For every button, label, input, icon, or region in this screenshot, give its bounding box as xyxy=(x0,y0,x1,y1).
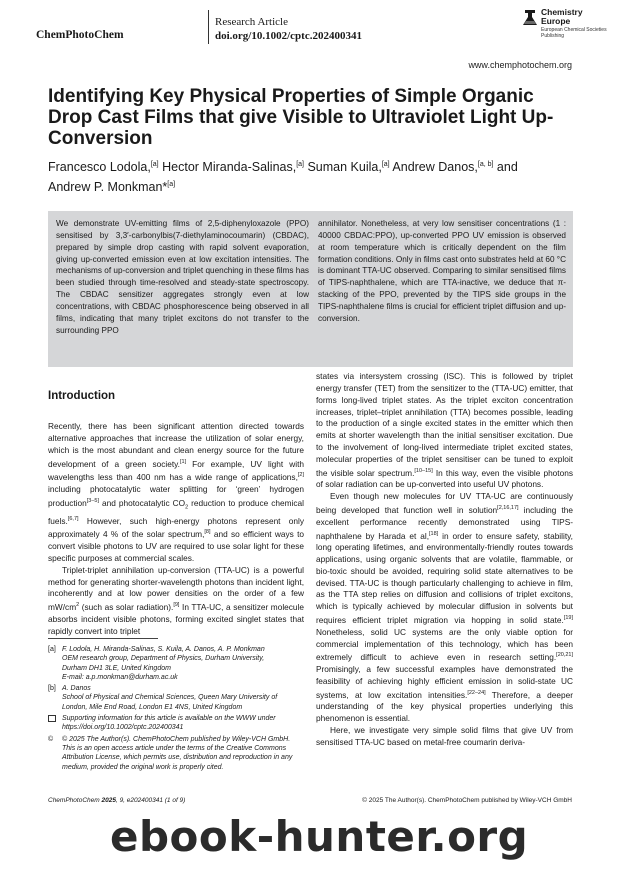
text: and photocatalytic CO xyxy=(98,497,186,508)
footnote-license xyxy=(48,735,304,772)
citation[interactable]: [2] xyxy=(297,472,304,479)
footnote-affiliation-b xyxy=(48,684,304,712)
doi-link[interactable]: doi.org/10.1002/cptc.202400341 xyxy=(215,30,362,42)
citation[interactable]: [8] xyxy=(204,529,211,536)
citation[interactable]: [19] xyxy=(563,615,573,622)
paragraph xyxy=(48,421,304,565)
footnote-line: F. Lodola, H. Miranda-Salinas, S. Kuila, A. Danos, A. P. Monkman xyxy=(62,646,265,653)
footnote-divider xyxy=(48,638,158,639)
text: reduction to produce chemical fuels. xyxy=(48,497,304,526)
footnote-line: OEM research group, Department of Physics, Durham University, xyxy=(62,655,265,663)
text: and so efficient ways to convert visible photons to UV are required to use solar light for these specific purposes at commercial scales. xyxy=(48,529,304,563)
watermark: ebook-hunter.org xyxy=(110,812,529,861)
author-name: Hector Miranda-Salinas, xyxy=(158,160,297,175)
abstract-text-left: We demonstrate UV-emitting films of 2,5-diphenyloxazole (PPO) sensitised by 3,3′-carbonylbis(7-diethylaminocoumarin) (CBDAC), prepared by simple drop casting with rapid solvent evaporation, giving up-converted emission even at low excitation intensities. The mechanisms of up-conversion and triplet quenching in these films has been studied through time-resolved and steady-state spectroscopy. The CBDAC sensitizer aggregates strongly even at low concentrations, with CBDAC phosphorescence being observed in all films, indicating that many triplet excitons do not transfer to the surrounding PPO xyxy=(56,219,309,335)
license-text: © 2025 The Author(s). ChemPhotoChem published by Wiley-VCH GmbH. This is an open access article under the terms of the Creative Commons Attribution License, which permits use, distribution and reproduction in any medium, provided the original work is properly cited. xyxy=(62,735,293,771)
chemistry-europe-logo-icon xyxy=(522,9,538,27)
text: In TTA-UC, a sensitizer molecule absorbs incident visible photons, forming excited singlet states that rapidly convert into triplet xyxy=(48,602,304,636)
citation[interactable]: [20,21] xyxy=(556,652,573,659)
footnote-mark: [a] xyxy=(48,646,56,653)
footnotes xyxy=(48,645,304,774)
text: Triplet-triplet annihilation up-conversion (TTA-UC) is a powerful method for generating shorter-wavelength photons than incident light, incoherently and at low power densities on the order of a few mW/cm xyxy=(48,564,304,613)
text: including photocatalytic water splitting for ‘green’ hydrogen production xyxy=(48,483,304,508)
footer-journal: ChemPhotoChem xyxy=(48,797,102,804)
supporting-info-text[interactable]: Supporting information for this article is available on the WWW under https://doi.org/10.1002/cptc.202400341 xyxy=(62,715,276,732)
publisher-subtitle: European Chemical Societies Publishing xyxy=(541,27,607,39)
footnote-line: London, Mile End Road, London E1 4NS, United Kingdom xyxy=(62,703,243,711)
citation[interactable]: [22–24] xyxy=(467,689,486,696)
text: in order to ensure safety, stability, long operating lifetimes, and environmentally-friendly routes towards applications, using organic solvents that are volatile, flammable, or bio-toxic should be avoided, requiring solid state alternatives to be devised. TTA-UC is though particularly challenging to achieve in film, as the TTA step relies on diffusion and collisions of triplet excitons, which is typically achieved by molecular diffusion in solvents but requires efficient triplet migration via hopping in solid state. xyxy=(316,530,573,625)
citation[interactable]: [9] xyxy=(173,602,180,609)
author-affiliation: [a] xyxy=(296,161,304,168)
author-list xyxy=(48,156,578,196)
footnote-mark: [b] xyxy=(48,685,56,693)
abstract-text-right: annihilator. Nonetheless, at very low sensitiser concentrations (1 : 40000 CBDAC:PPO), up-converted PPO UV emission is observed at room temperature which is critically dependent on the film formation conditions. Only in films cast onto substrates held at 60 °C is dominant TTA-UC observed. Comparing to similar sensitised films of TIPS-naphthalene, which are TTA-inactive, we deduce that π-stacking of the PPO, prevented by the TIPS side groups in the TIPS-naphthalene films is crucial for efficient triplet diffusion and up-conversion. xyxy=(318,219,566,323)
journal-website[interactable]: www.chemphotochem.org xyxy=(468,60,572,70)
article-title: Identifying Key Physical Properties of Simple Organic Drop Cast Films that give Visible to Ultraviolet Light Up-Conversion xyxy=(48,86,554,149)
journal-name: ChemPhotoChem xyxy=(36,29,124,41)
body-column-right xyxy=(316,371,573,749)
author-conjunction: and xyxy=(493,160,518,175)
citation[interactable]: [10–15] xyxy=(414,467,433,474)
author-affiliation: [a] xyxy=(150,161,159,168)
citation[interactable]: [1] xyxy=(180,458,187,465)
text: states via intersystem crossing (ISC). This is followed by triplet energy transfer (TET) from the sensitizer to the (TTA-UC) emitter, that forms long-lived triplet states. As the triplet exciton concentration increases, triplet–triplet annihilation (TTA) becomes possible, leading to the production of a single excited states in the emitter which then emits at shorter wavelength than the initial sensitiser excitation. Due to the involvement of long-lived intermediate triplet excited states, molecular properties of the triplet sensitiser can be tuned to exploit the visible solar spectrum. xyxy=(316,371,573,478)
footnote-line: A. Danos xyxy=(62,685,91,693)
footnote-line: Durham DH1 3LE, United Kingdom xyxy=(62,664,171,672)
author-affiliation: [a, b] xyxy=(477,161,494,168)
supporting-info-icon xyxy=(48,715,56,722)
text: Promisingly, a few successful examples have demonstrated the feasibility of achieving highly efficient emission in solid-state UC systems, at low excitation intensities. xyxy=(316,664,573,700)
superscript: 2 xyxy=(76,602,80,609)
author-name: Francesco Lodola, xyxy=(48,160,151,175)
paragraph xyxy=(316,725,573,749)
paragraph xyxy=(316,371,573,491)
footnote-supporting-info xyxy=(48,714,304,733)
body-column-left xyxy=(48,421,304,638)
section-heading-introduction: Introduction xyxy=(48,390,116,402)
text: Even though new molecules for UV TTA-UC are continuously being developed that function well in solution xyxy=(316,491,573,515)
text: Therefore, a deeper understanding of the key physical properties underlying this phenomenon is essential. xyxy=(316,689,573,724)
footer-pages: , 9, e202400341 (1 of 9) xyxy=(115,797,186,804)
text: Here, we investigate very simple solid films that give UV from sensitised TTA-UC based on metal-free coumarin deriva- xyxy=(316,725,573,747)
footer-year: 2025 xyxy=(101,797,116,804)
text: In this way, even the visible photons of solar radiation can be up-converted into useful UV photons. xyxy=(316,467,573,490)
footnote-line: School of Physical and Chemical Sciences, Queen Mary University of xyxy=(62,694,278,702)
paragraph xyxy=(48,565,304,638)
text: For example, UV light with wavelengths less than 400 nm has a wide range of applications, xyxy=(48,458,305,482)
author-name: Suman Kuila, xyxy=(304,160,382,175)
author-affiliation: [a] xyxy=(167,181,176,189)
footnote-affiliation-a xyxy=(48,645,304,682)
citation[interactable]: [3–5] xyxy=(86,497,99,504)
author-affiliation: [a] xyxy=(381,161,390,168)
text: Nonetheless, solid UC systems are the only viable option for commercial implementation of this technology, which has been extremely difficult to achieve even in research setting. xyxy=(316,626,573,663)
footnote-email[interactable]: E-mail: a.p.monkman@durham.ac.uk xyxy=(62,673,178,681)
text: (such as solar radiation). xyxy=(79,602,174,613)
author-name: Andrew P. Monkman* xyxy=(48,180,168,195)
citation[interactable]: [2,16,17] xyxy=(497,505,519,512)
citation[interactable]: [18] xyxy=(429,530,439,537)
text: including the excellent performance recently demonstrated using TIPS-naphthalene by Harada et al, xyxy=(316,504,573,541)
article-type: Research Article xyxy=(215,16,288,28)
text: However, such high-energy photons represent only approximately 4 % of the solar spectrum, xyxy=(48,515,304,540)
open-access-icon: © xyxy=(48,735,54,743)
footer-citation xyxy=(48,797,185,804)
header-divider xyxy=(208,10,209,44)
publisher-name: Chemistry Europe xyxy=(541,7,583,26)
subscript: 2 xyxy=(185,504,189,511)
text: Recently, there has been significant attention directed towards alternative approaches that increase the utilization of solar energy, which is the most abundant and clean energy source for the future development of a green society. xyxy=(48,421,304,469)
author-name: Andrew Danos, xyxy=(389,160,478,175)
paragraph xyxy=(316,491,573,725)
citation[interactable]: [6,7] xyxy=(67,515,79,522)
footer-copyright: © 2025 The Author(s). ChemPhotoChem published by Wiley-VCH GmbH xyxy=(362,797,572,804)
